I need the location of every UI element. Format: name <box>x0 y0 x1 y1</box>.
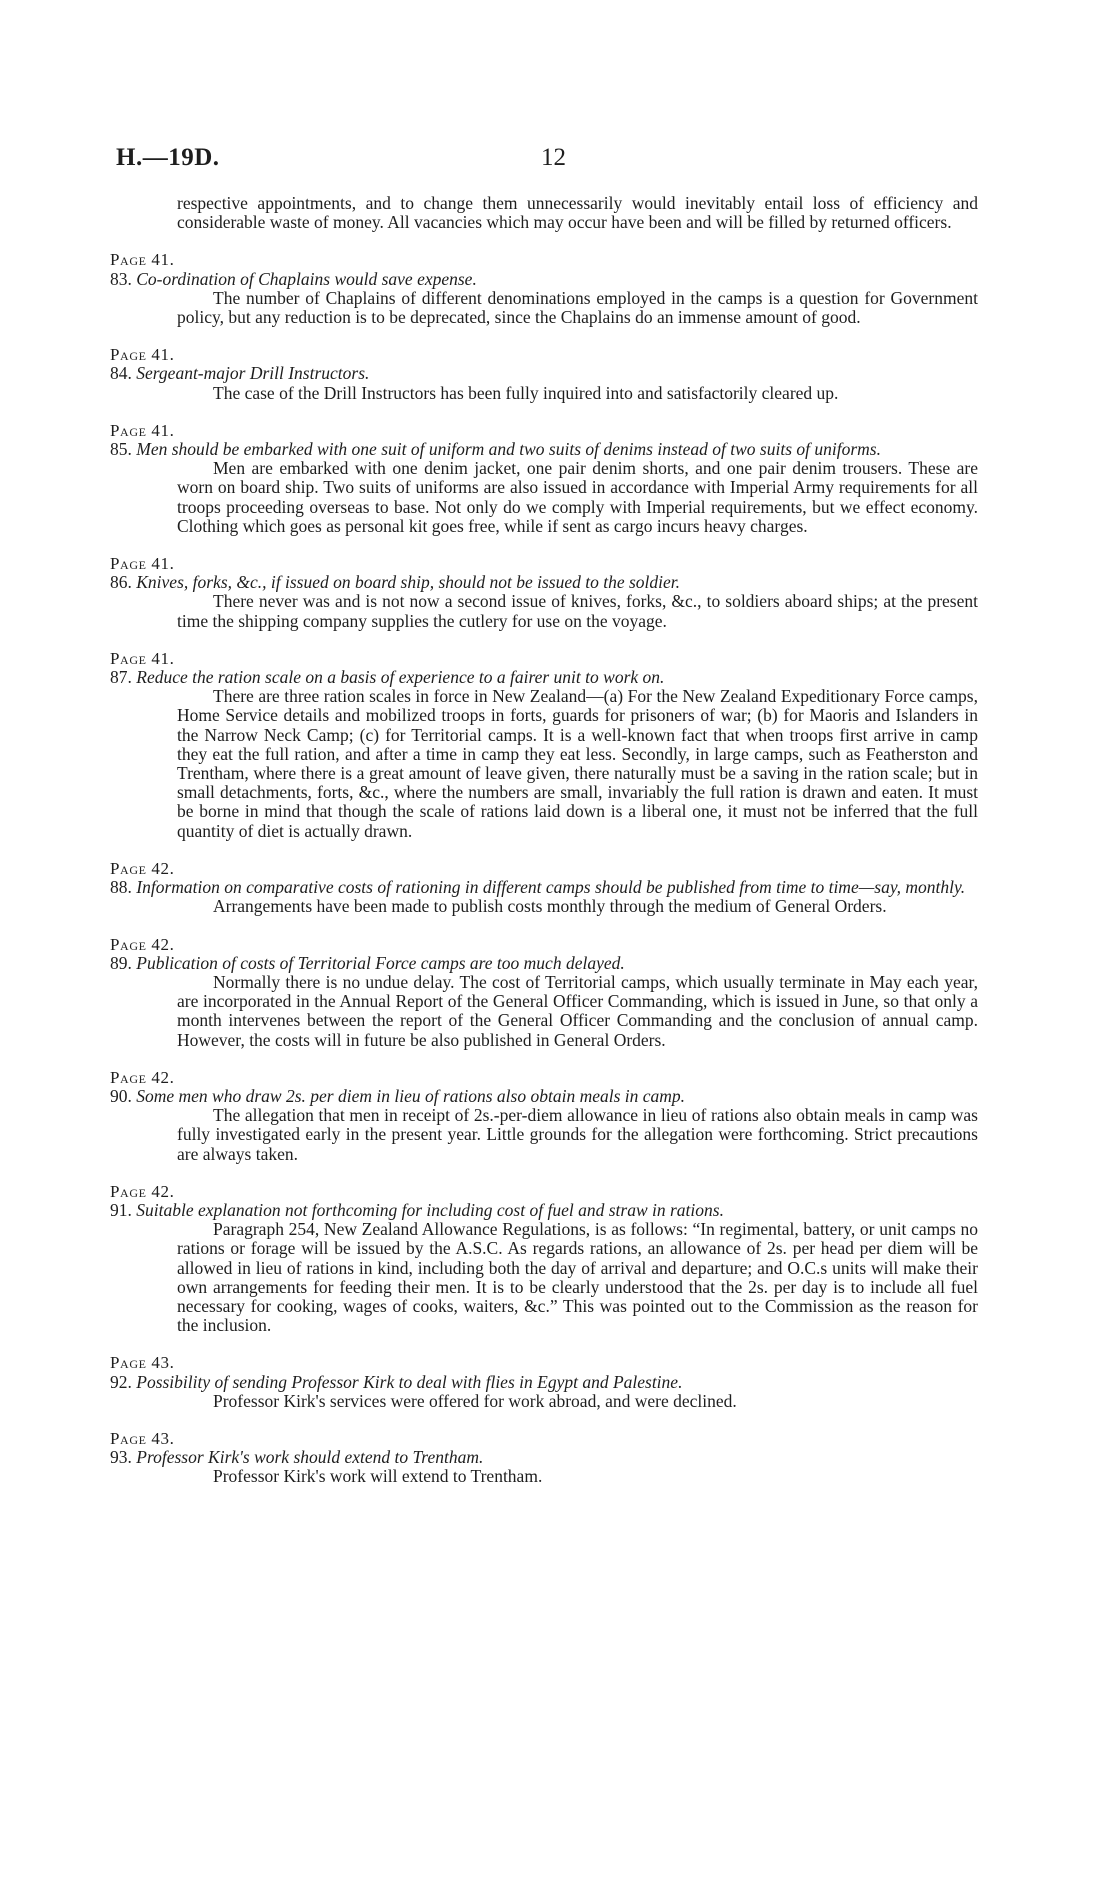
intro-continuation: respective appointments, and to change them unnecessarily would inevitably entail loss of efficiency and considerable waste of money. All vacancies which may occur have been and will be filled by returned officers. <box>177 193 978 233</box>
recommendation-title: Professor Kirk's work should extend to Trentham. <box>136 1447 484 1468</box>
recommendation-title: Knives, forks, &c., if issued on board ship, should not be issued to the soldier. <box>136 572 681 593</box>
recommendation-item <box>110 554 978 631</box>
recommendation-reply: There are three ration scales in force in New Zealand—(a) For the New Zealand Expeditionary Force camps, Home Service details and mobilized troops in forts, guards for prisoners of war; (b) for Maoris and Islanders in the Narrow Neck Camp; (c) for Territorial camps. It is a well-known fact that when troops first arrive in camp they eat the full ration, and after a time in camp they eat less. Secondly, in large camps, such as Featherston and Trentham, where there is a great amount of leave given, there naturally must be a saving in the ration scale; but in small detachments, forts, &c., where the numbers are small, invariably the full ration is drawn and eaten. It must be borne in mind that though the scale of rations laid down is a liberal one, it must not be inferred that the full quantity of diet is actually drawn. <box>177 686 978 841</box>
recommendation-heading <box>110 1448 978 1467</box>
recommendation-title: Reduce the ration scale on a basis of experience to a fairer unit to work on. <box>136 667 665 688</box>
recommendation-heading <box>110 573 978 592</box>
recommendation-heading <box>110 1087 978 1106</box>
recommendation-item <box>110 935 978 1050</box>
recommendation-item <box>110 1353 978 1411</box>
recommendation-number: 85. <box>110 439 132 460</box>
page-reference: Page 42. <box>110 934 175 954</box>
recommendation-title: Some men who draw 2s. per diem in lieu of rations also obtain meals in camp. <box>136 1085 686 1106</box>
recommendation-item <box>110 859 978 917</box>
recommendation-heading <box>110 440 978 459</box>
recommendation-reply: There never was and is not now a second issue of knives, forks, &c., to soldiers aboard ships; at the present time the shipping company supplies the cutlery for use on the voyage. <box>177 591 978 631</box>
page-reference: Page 41. <box>110 554 175 574</box>
recommendation-heading <box>110 1373 978 1392</box>
recommendation-number: 86. <box>110 572 132 593</box>
recommendation-item <box>110 250 978 327</box>
recommendation-reply: Arrangements have been made to publish costs monthly through the medium of General Orders. <box>213 896 887 917</box>
recommendation-number: 83. <box>110 268 132 289</box>
recommendation-reply: Professor Kirk's work will extend to Trentham. <box>213 1466 543 1487</box>
recommendation-item <box>110 649 978 841</box>
recommendation-title: Information on comparative costs of rationing in different camps should be published from time to time—say, monthly. <box>136 877 966 898</box>
recommendation-heading <box>110 878 978 897</box>
recommendation-item <box>110 345 978 403</box>
running-header <box>116 144 1016 174</box>
document-body <box>110 194 978 1487</box>
page-reference: Page 42. <box>110 1181 175 1201</box>
page-reference: Page 41. <box>110 420 175 440</box>
recommendation-reply: The number of Chaplains of different denominations employed in the camps is a question for Government policy, but any reduction is to be deprecated, since the Chaplains do an immense amount of good. <box>177 287 978 328</box>
recommendation-reply: Professor Kirk's services were offered for work abroad, and were declined. <box>213 1390 737 1411</box>
recommendation-item <box>110 1068 978 1164</box>
recommendation-number: 84. <box>110 363 132 384</box>
recommendation-item <box>110 1182 978 1336</box>
recommendation-number: 87. <box>110 667 132 688</box>
recommendation-title: Publication of costs of Territorial Force camps are too much delayed. <box>136 952 625 973</box>
page-reference: Page 43. <box>110 1428 175 1448</box>
page-reference: Page 42. <box>110 1067 175 1087</box>
recommendation-title: Possibility of sending Professor Kirk to deal with flies in Egypt and Palestine. <box>136 1371 683 1392</box>
recommendation-number: 92. <box>110 1371 132 1392</box>
recommendation-heading <box>110 364 978 383</box>
document-code: H.—19D. <box>116 144 220 171</box>
recommendation-number: 90. <box>110 1085 132 1106</box>
recommendation-number: 91. <box>110 1199 132 1220</box>
page-reference: Page 41. <box>110 250 175 270</box>
recommendation-heading <box>110 954 978 973</box>
page-reference: Page 42. <box>110 858 175 878</box>
recommendation-title: Suitable explanation not forthcoming for including cost of fuel and straw in rations. <box>136 1199 724 1220</box>
page-reference: Page 43. <box>110 1353 175 1373</box>
recommendation-reply: Normally there is no undue delay. The cost of Territorial camps, which usually terminate in May each year, are incorporated in the Annual Report of the General Officer Commanding, which is issued in June, so that only a month intervenes between the report of the General Officer Commanding and the conclusion of annual camp. However, the costs will in future be also published in General Orders. <box>177 971 978 1050</box>
page-reference: Page 41. <box>110 345 175 365</box>
recommendation-number: 88. <box>110 877 132 898</box>
recommendation-heading <box>110 668 978 687</box>
recommendation-heading <box>110 1201 978 1220</box>
recommendation-number: 93. <box>110 1447 132 1468</box>
recommendation-title: Sergeant-major Drill Instructors. <box>136 363 370 384</box>
page-number: 12 <box>541 144 566 171</box>
recommendation-item <box>110 1429 978 1487</box>
recommendation-reply: The allegation that men in receipt of 2s.-per-diem allowance in lieu of rations also obtain meals in camp was fully investigated early in the present year. Little grounds for the allegation were forthcoming. Strict precautions are always taken. <box>177 1105 978 1164</box>
recommendation-number: 89. <box>110 952 132 973</box>
recommendation-item <box>110 421 978 536</box>
recommendation-reply: Paragraph 254, New Zealand Allowance Regulations, is as follows: “In regimental, battery, or unit camps no rations or forage will be issued by the A.S.C. As regards rations, an allowance of 2s. per head per diem will be allowed in lieu of rations in kind, including both the day of arrival and departure; and O.C.s units will make their own arrangements for feeding their men. It is to be clearly understood that the 2s. per day is to include all fuel necessary for cooking, wages of cooks, waiters, &c.” This was pointed out to the Commission as the reason for the inclusion. <box>177 1219 978 1336</box>
recommendation-heading <box>110 270 978 289</box>
recommendation-reply: Men are embarked with one denim jacket, one pair denim shorts, and one pair denim trousers. These are worn on board ship. Two suits of uniforms are also issued in accordance with Imperial Army requirements for all troops proceeding overseas to base. Not only do we comply with Imperial requirements, but we effect economy. Clothing which goes as personal kit goes free, while if sent as cargo incurs heavy charges. <box>177 458 978 536</box>
recommendation-title: Men should be embarked with one suit of uniform and two suits of denims instead of two suits of uniforms. <box>136 439 881 460</box>
recommendation-title: Co-ordination of Chaplains would save expense. <box>136 268 477 289</box>
page-reference: Page 41. <box>110 648 175 668</box>
recommendation-reply: The case of the Drill Instructors has been fully inquired into and satisfactorily cleared up. <box>213 382 839 403</box>
